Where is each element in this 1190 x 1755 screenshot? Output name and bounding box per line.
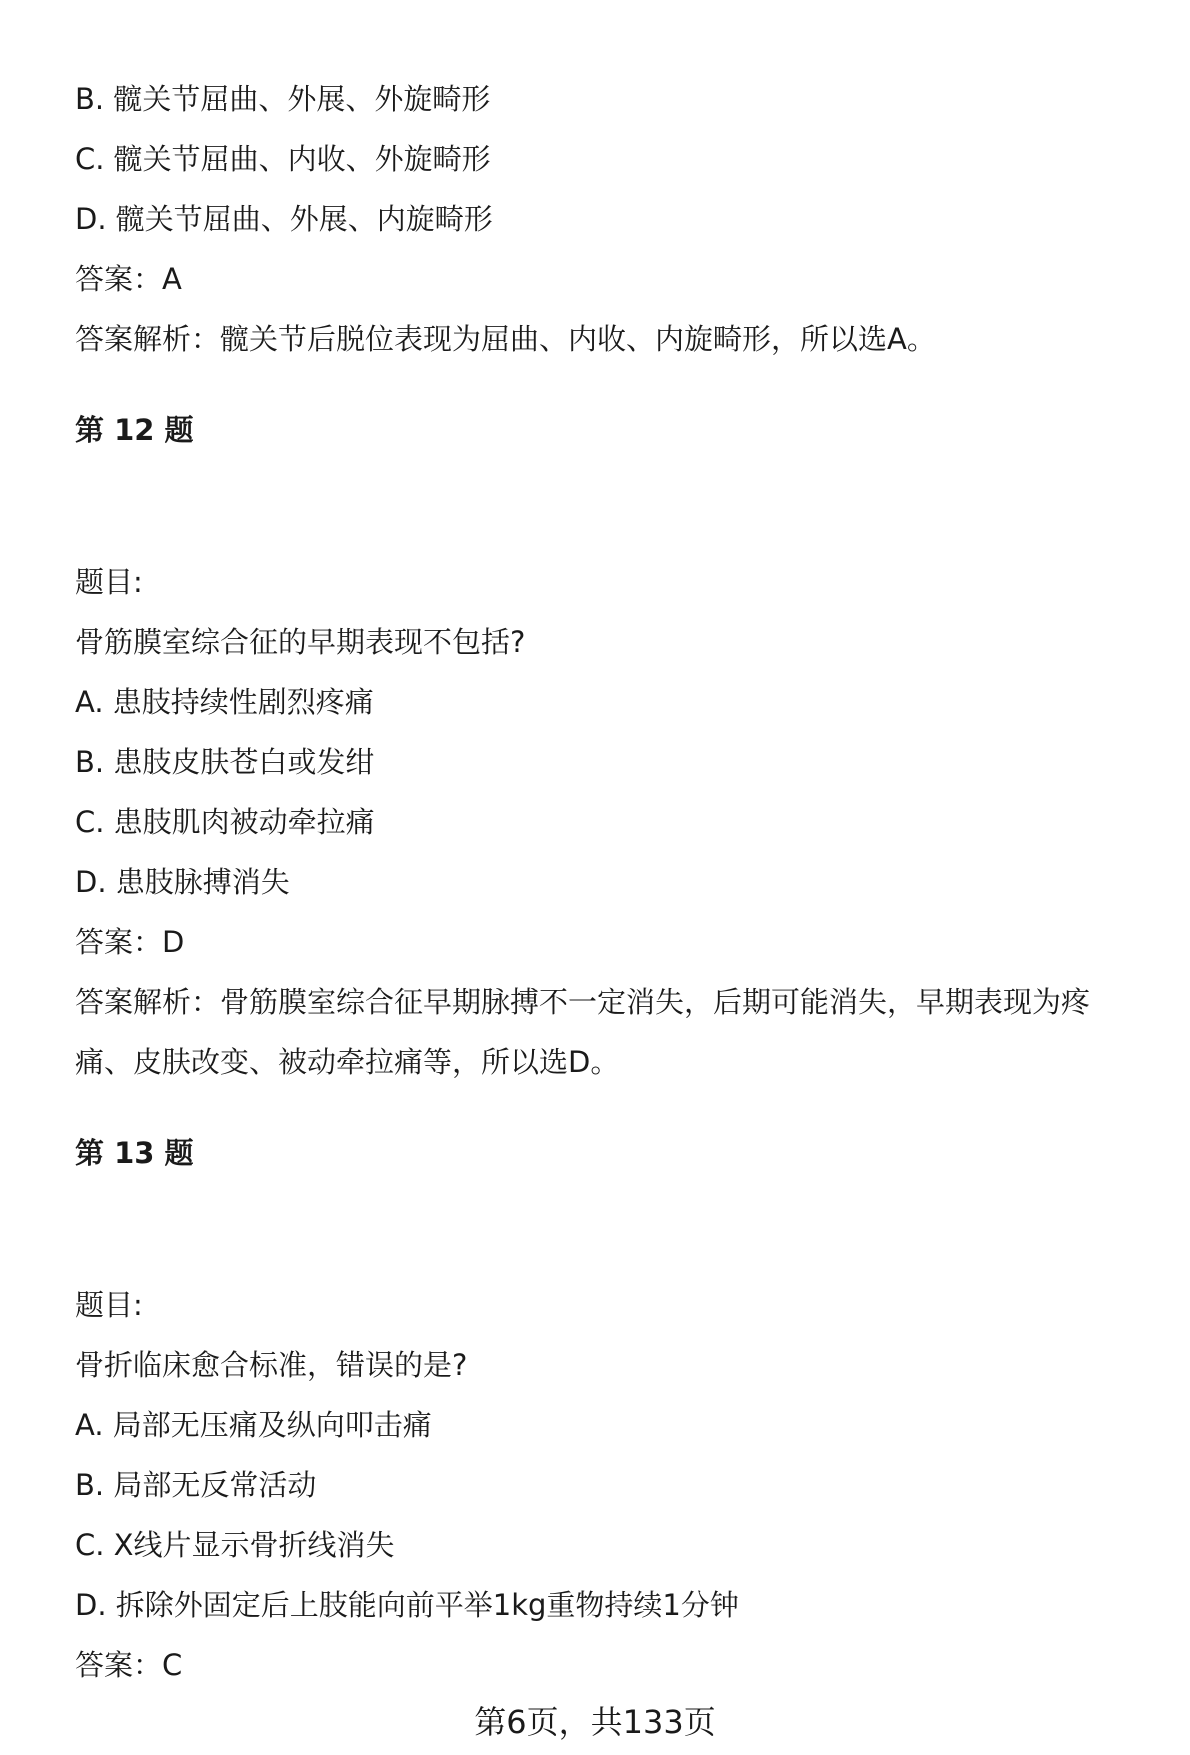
q12-analysis: 答案解析：骨筋膜室综合征早期脉搏不一定消失，后期可能消失，早期表现为疼痛、皮肤改变、被动牵拉痛等，所以选D。 — [75, 985, 1091, 1079]
q11-answer: 答案：A — [75, 262, 182, 296]
q12-option-d: D. 患肢脉搏消失 — [75, 865, 290, 899]
q12-stem-label: 题目: — [75, 565, 143, 599]
q13-option-b: B. 局部无反常活动 — [75, 1468, 317, 1502]
q12-option-b: B. 患肢皮肤苍白或发绀 — [75, 745, 375, 779]
q13-heading: 第 13 题 — [75, 1136, 194, 1170]
q13-option-a: A. 局部无压痛及纵向叩击痛 — [75, 1408, 432, 1442]
q11-option-c: C. 髋关节屈曲、内收、外旋畸形 — [75, 142, 491, 176]
q13-option-d: D. 拆除外固定后上肢能向前平举1kg重物持续1分钟 — [75, 1588, 739, 1622]
q13-answer: 答案：C — [75, 1648, 183, 1682]
q12-option-a: A. 患肢持续性剧烈疼痛 — [75, 685, 374, 719]
q11-option-d: D. 髋关节屈曲、外展、内旋畸形 — [75, 202, 493, 236]
q13-question: 骨折临床愈合标准，错误的是? — [75, 1348, 468, 1382]
q12-heading: 第 12 题 — [75, 413, 194, 447]
q13-stem-label: 题目: — [75, 1288, 143, 1322]
q12-question: 骨筋膜室综合征的早期表现不包括? — [75, 625, 526, 659]
q12-option-c: C. 患肢肌肉被动牵拉痛 — [75, 805, 375, 839]
q12-answer: 答案：D — [75, 925, 185, 959]
q13-option-c: C. X线片显示骨折线消失 — [75, 1528, 395, 1562]
q11-analysis: 答案解析：髋关节后脱位表现为屈曲、内收、内旋畸形，所以选A。 — [75, 322, 936, 356]
q11-option-b: B. 髋关节屈曲、外展、外旋畸形 — [75, 82, 491, 116]
page-footer: 第6页，共133页 — [474, 1703, 716, 1741]
